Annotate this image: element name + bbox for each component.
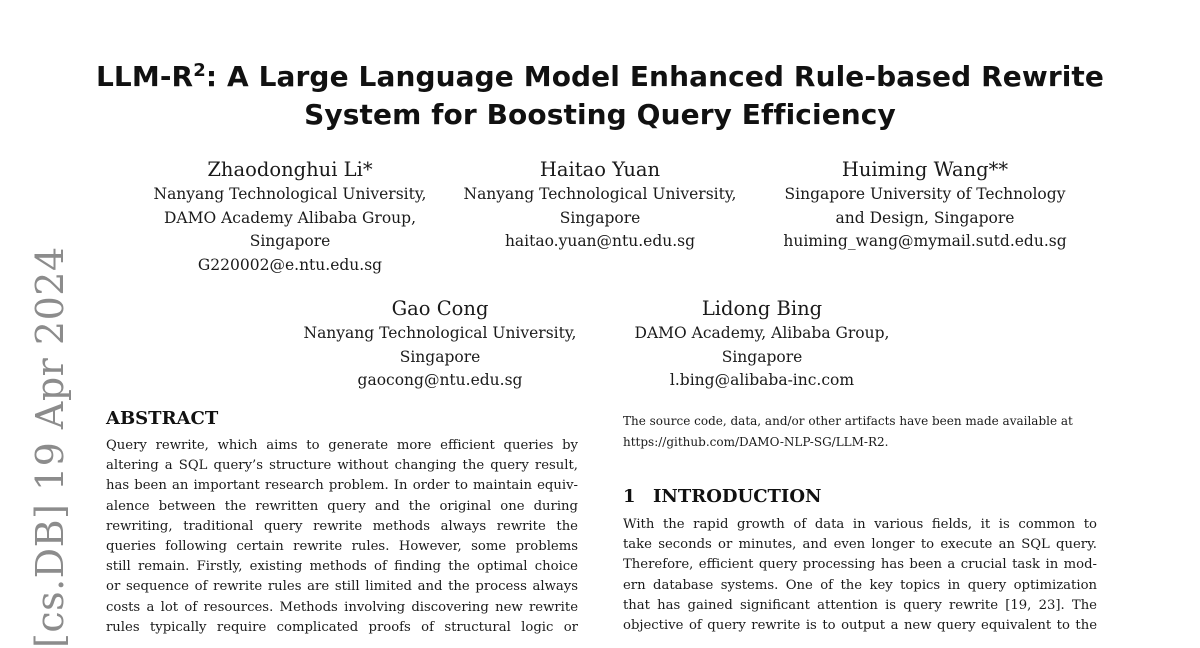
author-affiliation: Nanyang Technological University,: [463, 185, 737, 203]
author-affiliation: Singapore: [399, 347, 481, 366]
author-block: [612, 296, 912, 393]
section-title: INTRODUCTION: [653, 486, 822, 507]
author-affiliation: Singapore: [559, 208, 641, 227]
author-block: [120, 157, 460, 277]
introduction-line: objective of query rewrite is to output a new query equivalent to the: [623, 618, 1097, 634]
abstract-line: queries following certain rewrite rules. However, some problems: [106, 539, 578, 555]
author-email[interactable]: l.bing@alibaba-inc.com: [669, 371, 855, 389]
abstract-heading: ABSTRACT: [106, 408, 219, 429]
author-affiliation: Singapore: [249, 232, 331, 250]
author-affiliation: Nanyang Technological University,: [303, 324, 577, 342]
abstract-line: still remain. Firstly, existing methods of finding the optimal choice: [106, 559, 578, 575]
author-affiliation: DAMO Academy Alibaba Group,: [163, 208, 417, 227]
author-name: Haitao Yuan: [539, 158, 661, 181]
introduction-line: With the rapid growth of data in various fields, it is common to: [623, 517, 1097, 532]
paper-title: [60, 58, 1140, 134]
arxiv-stamp: [cs.DB] 19 Apr 2024: [28, 246, 72, 648]
artifacts-note: [623, 411, 1097, 453]
abstract-line: altering a SQL query’s structure without changing the query result,: [106, 458, 578, 474]
abstract-line: Query rewrite, which aims to generate more efficient queries by: [106, 438, 578, 453]
author-email[interactable]: huiming_wang@mymail.sutd.edu.sg: [783, 232, 1067, 250]
author-name: Zhaodonghui Li*: [207, 158, 373, 181]
author-name: Lidong Bing: [701, 297, 823, 320]
artifacts-link[interactable]: https://github.com/DAMO-NLP-SG/LLM-R2.: [623, 435, 889, 449]
title-superscript: 2: [193, 60, 206, 81]
author-email[interactable]: gaocong@ntu.edu.sg: [357, 371, 523, 389]
author-name: Huiming Wang**: [841, 158, 1009, 181]
abstract-line: rewriting, traditional query rewrite methods always rewrite the: [106, 518, 578, 534]
introduction-line: take seconds or minutes, and even longer to execute an SQL query.: [623, 537, 1097, 553]
abstract-line: rules typically require complicated proofs of structural logic or: [106, 619, 578, 635]
introduction-heading: [623, 486, 822, 508]
abstract-line: alence between the rewritten query and the original one during: [106, 498, 578, 514]
author-affiliation: DAMO Academy, Alibaba Group,: [634, 324, 890, 342]
abstract-line: has been an important research problem. In order to maintain equiv-: [106, 478, 578, 494]
introduction-line: Therefore, efficient query processing has been a crucial task in mod-: [623, 557, 1097, 573]
abstract-line: or sequence of rewrite rules are still limited and the process always: [106, 579, 578, 595]
introduction-body: [623, 515, 1097, 636]
author-name: Gao Cong: [391, 297, 489, 320]
author-affiliation: Singapore: [721, 347, 803, 366]
author-block: [760, 157, 1090, 254]
title-line-1: LLM-$R^2$: A Large Language Model Enhanced Rule-based Rewrite: [95, 60, 1105, 93]
abstract-body: [106, 436, 578, 638]
author-affiliation: and Design, Singapore: [835, 208, 1015, 227]
author-email[interactable]: haitao.yuan@ntu.edu.sg: [504, 232, 696, 250]
section-number: 1: [623, 486, 636, 507]
introduction-line: ern database systems. One of the key topics in query optimization: [623, 577, 1097, 593]
author-affiliation: Nanyang Technological University,: [153, 185, 427, 203]
title-line-2: System for Boosting Query Efficiency: [304, 98, 896, 131]
author-email[interactable]: G220002@e.ntu.edu.sg: [197, 255, 383, 274]
artifacts-note-line: The source code, data, and/or other artifacts have been made available at: [623, 414, 1073, 428]
author-block: [290, 296, 590, 393]
author-affiliation: Singapore University of Technology: [784, 185, 1066, 203]
abstract-line: costs a lot of resources. Methods involving discovering new rewrite: [106, 599, 578, 615]
introduction-line: that has gained significant attention is query rewrite [19, 23]. The: [623, 597, 1097, 613]
author-block: [440, 157, 760, 254]
